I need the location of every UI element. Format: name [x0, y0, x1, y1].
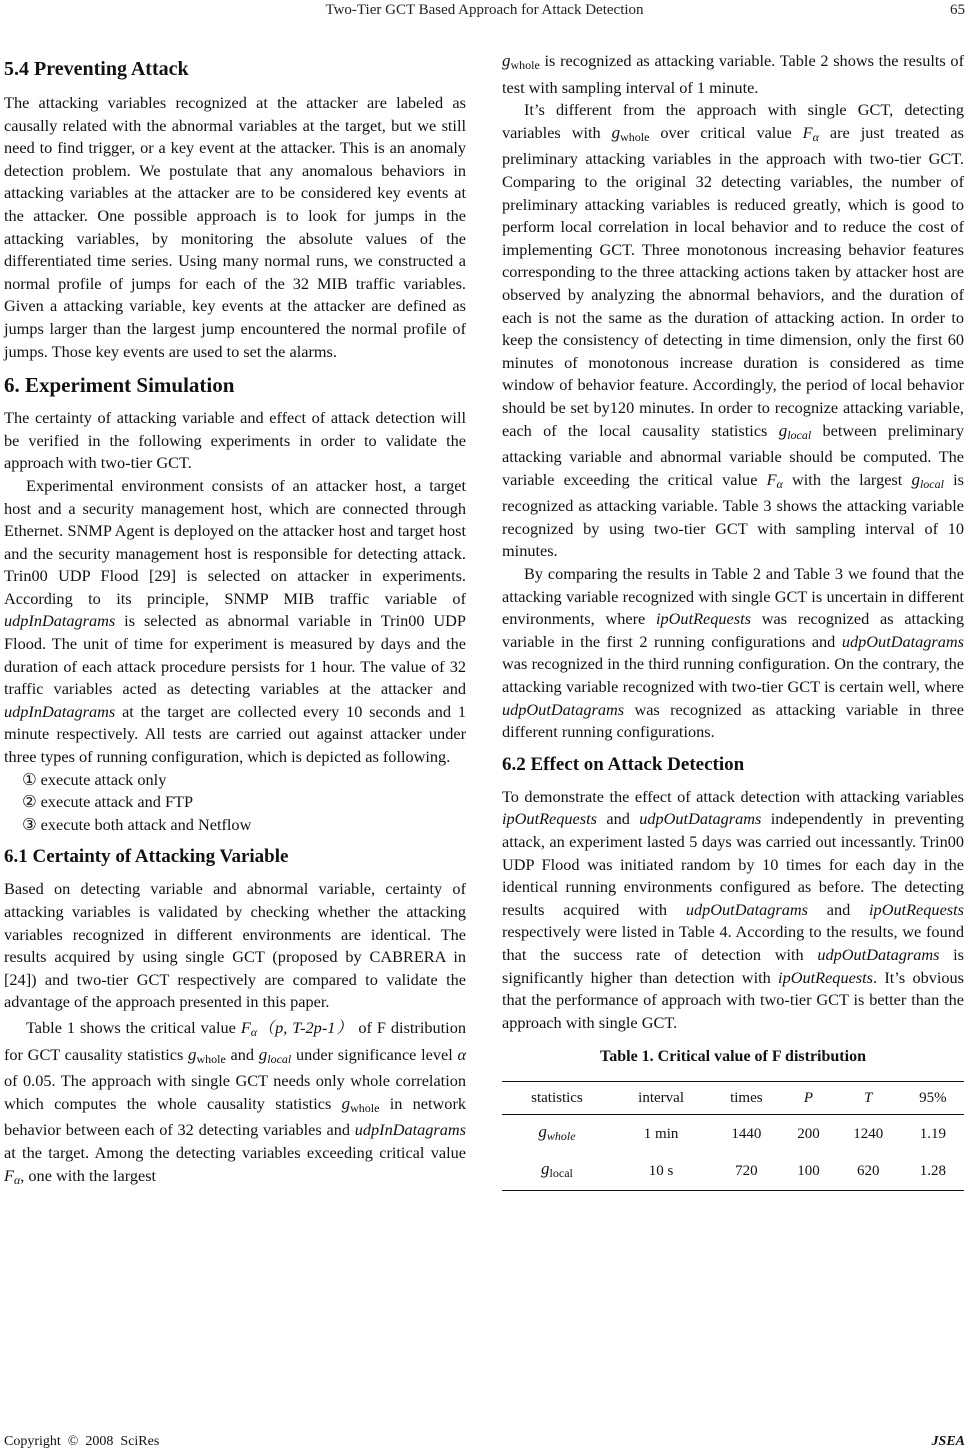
variable-udpOutDatagrams: udpOutDatagrams — [841, 631, 964, 651]
copyright-notice: Copyright © 2008 SciRes — [4, 1434, 160, 1449]
text-run: between preliminary attacking variable and abnormal variable should be computed. The variable exceeding the critical value — [502, 420, 964, 489]
running-title: Two-Tier GCT Based Approach for Attack Detection — [325, 2, 644, 18]
config-list-item: ① execute attack only — [22, 769, 167, 789]
table-header-row — [502, 1081, 964, 1114]
table-row — [502, 1152, 964, 1190]
symbol-alpha: α — [13, 1172, 21, 1187]
running-header — [0, 0, 969, 20]
text-run: and — [225, 1044, 259, 1064]
section-5-4-heading: 5.4 Preventing Attack — [4, 58, 189, 80]
subscript-local: local — [787, 427, 812, 442]
text-run: over critical value — [649, 122, 803, 142]
variable-udpOutDatagrams: udpOutDatagrams — [639, 809, 762, 829]
table-header-cell: times — [710, 1081, 782, 1114]
subscript-whole: whole — [510, 58, 540, 72]
text-run: Table 1 shows the critical value — [26, 1017, 241, 1037]
text-run: at the target. Among the detecting variables exceeding critical value — [4, 1142, 466, 1162]
variable-udpOutDatagrams: udpOutDatagrams — [685, 899, 808, 919]
text-run: of F distribution for GCT causality statistics — [4, 1017, 466, 1064]
table-cell: 1.19 — [919, 1125, 947, 1142]
table-cell: 1440 — [731, 1125, 762, 1142]
table-header-cell: T — [835, 1081, 902, 1114]
table-header-cell: P — [782, 1081, 834, 1114]
symbol-g: g — [611, 122, 621, 142]
section-5-4-paragraph: The attacking variables recognized at the attacker are labeled as causally related with the abnormal variables at the target, but we still need to find trigger, or a key event at the attacker. This is an anomaly detection problem. We postulate that any anomalous behaviors in attacking variables at the attacker are to be considered key events at the attacker. One possible approach is to look for jumps in the attacking variables, by monitoring the absolute values of the differentiated time series. Using many normal runs, we constructed a normal profile of jumps for each of the 32 MIB traffic variables. Given a attacking variable, key events at the attacker are defined as jumps larger than the largest jump encountered the normal profile of jumps. Those key events are used to set the alarms. — [4, 93, 466, 361]
table-header-cell: statistics — [502, 1081, 612, 1114]
table-1-caption: Table 1. Critical value of F distribution — [600, 1048, 866, 1066]
text-run: was recognized as attacking variable in three different running configurations. — [502, 699, 964, 742]
table-row — [502, 1114, 964, 1152]
symbol-g: g — [538, 1121, 547, 1141]
symbol-g: g — [911, 469, 920, 489]
symbol-alpha: α — [812, 129, 819, 144]
table-cell: 620 — [856, 1163, 880, 1180]
text-run: By comparing the results in Table 2 and Table 3 we found that the attacking variable recognized with single GCT is uncertain in different environments, where — [502, 564, 964, 629]
journal-name: JSEA — [931, 1434, 965, 1449]
text-run: To demonstrate the effect of attack detection with attacking variables — [502, 786, 964, 806]
symbol-F: F — [240, 1017, 251, 1037]
text-run: is recognized as attacking variable. Table 3 shows the attacking variable recognized by using two-tier GCT with sampling interval of 10 minutes. — [502, 469, 964, 561]
config-list-item: ② execute attack and FTP — [22, 792, 194, 812]
table-cell-statistic — [502, 1114, 612, 1152]
table-cell: 720 — [735, 1163, 758, 1180]
right-column — [502, 50, 964, 1191]
table-cell: 1 min — [643, 1125, 679, 1142]
section-6-heading: 6. Experiment Simulation — [4, 373, 235, 398]
table-cell: 100 — [797, 1163, 820, 1180]
symbol-F: F — [802, 122, 813, 142]
subscript-local: local — [919, 476, 944, 491]
page-footer — [4, 1433, 965, 1451]
subscript-whole: whole — [196, 1051, 226, 1066]
section-6-1-paragraph-1: Based on detecting variable and abnormal variable, certainty of attacking variables is validated by checking whether the attacking variables recognized in different environments are identical. The results acquired by using single GCT (proposed by CABRERA in [24]) and two-tier GCT respectively are compared to validate the advantage of the approach presented in this paper. — [4, 879, 466, 1012]
subscript-whole: whole — [620, 129, 650, 144]
symbol-g: g — [541, 1159, 550, 1179]
text-run: with the largest — [782, 469, 912, 489]
table-cell: 1.28 — [919, 1163, 947, 1180]
variable-udpOutDatagrams: udpOutDatagrams — [817, 944, 940, 964]
variable-udpInDatagrams: udpInDatagrams — [354, 1120, 466, 1140]
section-6-1-paragraph-2 — [4, 1017, 466, 1191]
symbol-alpha: α — [776, 476, 783, 491]
symbol-g: g — [258, 1044, 268, 1064]
table-cell: 10 s — [648, 1163, 674, 1180]
section-6-2-paragraph — [502, 786, 964, 1035]
text-run: is recognized as attacking variable. Table 2 shows the results of test with sampling interval of 1 minute. — [502, 51, 964, 97]
text-run: and — [807, 899, 870, 919]
text-run: is selected as abnormal variable in Trin00 UDP Flood. The unit of time for experiment is measured by days and the duration of each attack procedure persists for 1 hour. The value of 32 traffic variables acted as detecting variables at the attacker and — [4, 611, 466, 699]
text-run: Experimental environment consists of an attacker host, a target host and a security management host, which are connected through Ethernet. SNMP Agent is deployed on the attacker host and target host and the security management host is responsible for detecting attack. Trin00 UDP Flood [29] is selected on attacker in experiments. According to its principle, SNMP MIB traffic variable of — [4, 475, 466, 608]
text-run: was recognized as attacking variable in the first 2 running configurations and — [502, 609, 964, 651]
table-cell-statistic — [502, 1152, 612, 1190]
section-6-1-heading: 6.1 Certainty of Attacking Variable — [4, 846, 289, 868]
two-tier-paragraph — [502, 99, 964, 563]
variable-udpOutDatagrams: udpOutDatagrams — [502, 699, 625, 719]
symbol-alpha: α — [457, 1044, 466, 1064]
text-run: , one with the largest — [20, 1165, 157, 1185]
variable-ipOutRequests: ipOutRequests — [778, 967, 874, 987]
table-cell: 1240 — [853, 1125, 884, 1142]
subscript-whole: whole — [350, 1100, 380, 1115]
continued-paragraph — [502, 50, 964, 99]
text-run: are just treated as preliminary attacking variables in the approach with two-tier GCT. Comparing to the original 32 detecting variables, the number of preliminary attacking variables is reduced greatly, which is good to perform local correlation in local behavior and to reduce the cost of implementing GCT. Three monotonous increasing behavior features corresponding to the three attacking actions taken by attacker host are observed by analyzing the abnormal behaviors, and the duration of each is not the same as the duration of attacking action. In order to keep the consistency of detecting in time dimension, only the first 60 minutes of monotonous increase duration is considered as time window of behavior feature. Accordingly, the period of local behavior should be set by120 minutes. In order to recognize attacking variable, each of the local causality statistics — [502, 122, 964, 440]
variable-udpInDatagrams: udpInDatagrams — [4, 611, 116, 631]
table-header-cell: 95% — [902, 1081, 964, 1114]
page-number: 65 — [950, 2, 965, 18]
config-list-item: ③ execute both attack and Netflow — [22, 814, 252, 834]
symbol-F: F — [766, 469, 777, 489]
left-column — [4, 52, 466, 1191]
symbol-g: g — [341, 1093, 351, 1113]
subscript-whole: whole — [546, 1128, 576, 1143]
table-1-critical-values — [502, 1081, 964, 1191]
symbol-F: F — [4, 1165, 14, 1185]
section-6-paragraph-2 — [4, 475, 466, 769]
subscript-local: local — [267, 1051, 292, 1066]
variable-udpInDatagrams: udpInDatagrams — [4, 701, 116, 721]
variable-ipOutRequests: ipOutRequests — [656, 609, 751, 629]
text-run: independently in preventing attack, an experiment lasted 5 days was carried out incessantly. Trin00 UDP Flood was initiated random by 10 times for each day in the identical running environments configured as before. The detecting results acquired with — [502, 809, 965, 919]
text-run: respectively were listed in Table 4. According to the results, we found that the success rate of detection with — [502, 922, 964, 964]
symbol-g: g — [778, 420, 788, 440]
table-header-cell: interval — [612, 1081, 710, 1114]
text-run: and — [596, 809, 640, 829]
text-run: of 0.05. The approach with single GCT needs only whole correlation which computes the whole causality statistics — [4, 1071, 466, 1113]
text-run: It’s different from the approach with single GCT, detecting variables with — [502, 100, 964, 142]
text-run: in network behavior between each of 32 detecting variables and — [4, 1093, 467, 1140]
text-run: under significance level — [291, 1044, 458, 1064]
comparison-paragraph — [502, 563, 964, 744]
f-args: （p, T-2p-1） — [257, 1017, 354, 1037]
section-6-2-heading: 6.2 Effect on Attack Detection — [502, 753, 745, 775]
text-run: . It’s obvious that the performance of approach with two-tier GCT is better than the approach with single GCT. — [502, 967, 965, 1032]
text-run: was recognized in the third running configuration. On the contrary, the attacking variable recognized with two-tier GCT is certain well, where — [502, 654, 964, 697]
symbol-g: g — [188, 1044, 197, 1064]
text-run: is significantly higher than detection with — [502, 944, 965, 987]
symbol-g: g — [502, 51, 511, 70]
symbol-alpha: α — [250, 1024, 258, 1039]
variable-ipOutRequests: ipOutRequests — [869, 899, 964, 919]
section-6-paragraph-1: The certainty of attacking variable and effect of attack detection will be verified in the following experiments in order to validate the approach with two-tier GCT. — [4, 408, 466, 473]
subscript-local: local — [549, 1166, 573, 1181]
variable-ipOutRequests: ipOutRequests — [502, 809, 597, 829]
text-run: at the target are collected every 10 seconds and 1 minute respectively. All tests are carried out against attacker under three types of running configuration, which is depicted as following. — [4, 701, 466, 767]
table-cell: 200 — [797, 1125, 820, 1142]
